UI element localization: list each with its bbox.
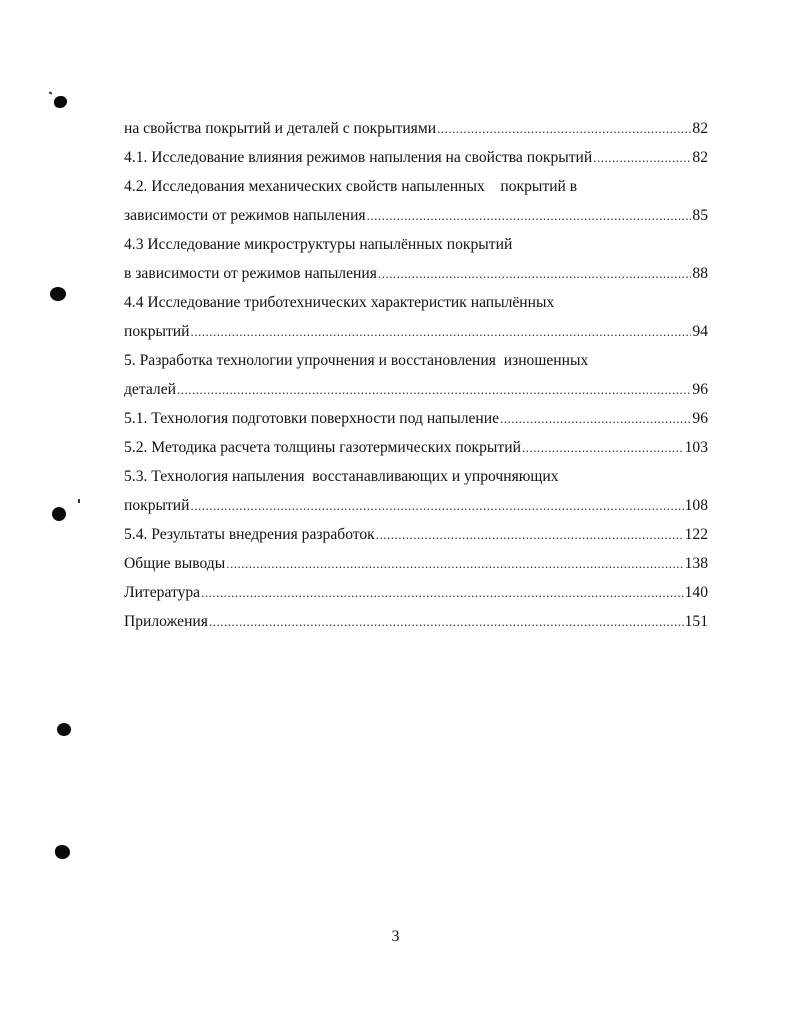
toc-entry-page: 85 — [692, 207, 708, 224]
punch-hole-mark — [54, 96, 67, 108]
toc-entry-page: 88 — [692, 265, 708, 282]
toc-entry-title: 5. Разработка технологии упрочнения и восстановления изношенных — [124, 352, 589, 369]
punch-hole-mark — [52, 507, 66, 521]
toc-entry — [124, 578, 708, 607]
toc-entry-continued — [124, 288, 708, 317]
table-of-contents — [124, 114, 708, 636]
toc-entry-page: 82 — [692, 149, 708, 166]
toc-entry-title: на свойства покрытий и деталей с покрытиями — [124, 120, 437, 137]
toc-dot-leader — [522, 433, 684, 462]
toc-entry-title: в зависимости от режимов напыления — [124, 265, 377, 282]
toc-entry-continued — [124, 346, 708, 375]
toc-dot-leader — [191, 491, 684, 520]
toc-dot-leader — [500, 404, 691, 433]
toc-dot-leader — [177, 375, 691, 404]
toc-dot-leader — [191, 317, 692, 346]
toc-entry-title: покрытий — [124, 497, 190, 514]
toc-entry — [124, 114, 708, 143]
toc-dot-leader — [593, 143, 691, 172]
toc-entry-page: 103 — [684, 439, 708, 456]
scan-speck — [78, 499, 80, 503]
toc-entry-page: 108 — [684, 497, 708, 514]
toc-entry-title: 5.2. Методика расчета толщины газотермических покрытий — [124, 439, 521, 456]
toc-entry-title: 4.1. Исследование влияния режимов напыления на свойства покрытий — [124, 149, 593, 166]
toc-entry-title: 5.1. Технология подготовки поверхности под напыление — [124, 410, 500, 427]
toc-entry-title: покрытий — [124, 323, 190, 340]
toc-entry-title: Общие выводы — [124, 555, 226, 572]
toc-entry — [124, 404, 708, 433]
toc-entry-continued — [124, 230, 708, 259]
toc-entry-title: зависимости от режимов напыления — [124, 207, 366, 224]
scan-speck — [49, 91, 53, 94]
toc-entry — [124, 317, 708, 346]
toc-entry — [124, 143, 708, 172]
toc-dot-leader — [226, 549, 683, 578]
toc-entry-title: Приложения — [124, 613, 208, 630]
toc-dot-leader — [376, 520, 684, 549]
toc-entry — [124, 491, 708, 520]
toc-dot-leader — [378, 259, 692, 288]
toc-entry-page: 96 — [692, 381, 708, 398]
toc-entry-page: 96 — [692, 410, 708, 427]
toc-dot-leader — [201, 578, 684, 607]
toc-entry-continued — [124, 462, 708, 491]
toc-entry-page: 138 — [684, 555, 708, 572]
toc-entry — [124, 201, 708, 230]
toc-entry-title: деталей — [124, 381, 176, 398]
toc-entry-title: 4.3 Исследование микроструктуры напылённых покрытий — [124, 236, 513, 253]
toc-entry — [124, 520, 708, 549]
toc-entry-title: 4.4 Исследование триботехнических характеристик напылённых — [124, 294, 555, 311]
toc-entry — [124, 607, 708, 636]
toc-entry-continued — [124, 172, 708, 201]
toc-dot-leader — [367, 201, 692, 230]
toc-entry-page: 140 — [684, 584, 708, 601]
punch-hole-mark — [57, 723, 71, 736]
toc-entry-page: 94 — [692, 323, 708, 340]
toc-dot-leader — [437, 114, 691, 143]
toc-entry — [124, 259, 708, 288]
page-number: 3 — [391, 928, 400, 945]
toc-entry-page: 151 — [684, 613, 708, 630]
toc-entry-title: Литература — [124, 584, 201, 601]
toc-entry-title: 5.3. Технология напыления восстанавливающих и упрочняющих — [124, 468, 559, 485]
toc-entry-title: 5.4. Результаты внедрения разработок — [124, 526, 375, 543]
toc-entry-page: 122 — [684, 526, 708, 543]
punch-hole-mark — [55, 845, 70, 859]
toc-dot-leader — [209, 607, 684, 636]
punch-hole-mark — [50, 287, 66, 301]
toc-entry-page: 82 — [692, 120, 708, 137]
toc-entry-title: 4.2. Исследования механических свойств напыленных покрытий в — [124, 178, 578, 195]
toc-entry — [124, 549, 708, 578]
toc-entry — [124, 375, 708, 404]
toc-entry — [124, 433, 708, 462]
